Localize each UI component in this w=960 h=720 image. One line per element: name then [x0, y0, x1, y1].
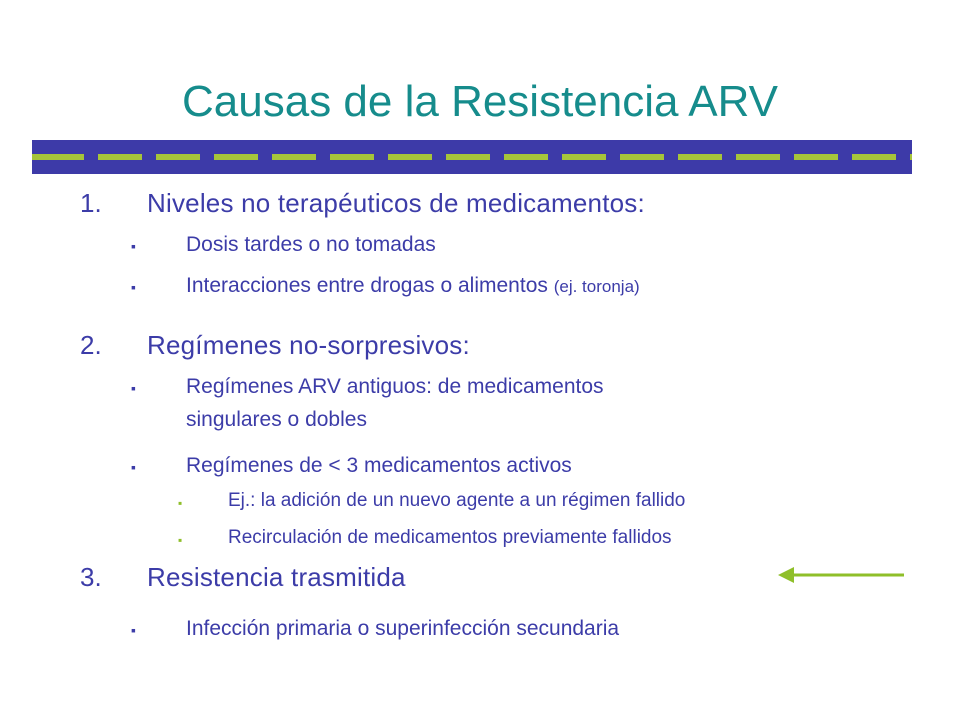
bullet-square: ▪ — [131, 459, 136, 475]
item-number-2: 2. — [80, 330, 102, 360]
subsubitem-2-2-2: Recirculación de medicamentos previamente fallidos — [228, 527, 672, 548]
item-number-3: 3. — [80, 562, 102, 592]
decorative-band — [32, 140, 912, 174]
subitem-1-2 — [186, 269, 640, 303]
slide-title: Causas de la Resistencia ARV — [182, 77, 778, 126]
bullet-square-green: ▪ — [178, 533, 183, 547]
subitem-2-1 — [186, 370, 604, 436]
bullet-square: ▪ — [131, 238, 136, 254]
bullet-square: ▪ — [131, 279, 136, 295]
bullet-square: ▪ — [131, 380, 136, 396]
subitem-2-1-line1: Regímenes ARV antiguos: de medicamentos — [186, 375, 604, 398]
subitem-2-1-line2: singulares o dobles — [186, 408, 367, 431]
subsubitem-2-2-1: Ej.: la adición de un nuevo agente a un régimen fallido — [228, 490, 686, 511]
subitem-2-2: Regímenes de < 3 medicamentos activos — [186, 454, 572, 477]
item-number-1: 1. — [80, 188, 102, 218]
item-text-1: Niveles no terapéuticos de medicamentos: — [147, 188, 645, 218]
subitem-1-1: Dosis tardes o no tomadas — [186, 233, 436, 256]
subitem-3-1: Infección primaria o superinfección secundaria — [186, 617, 620, 640]
bullet-square: ▪ — [131, 622, 136, 638]
item-text-3: Resistencia trasmitida — [147, 562, 406, 592]
item-text-2: Regímenes no-sorpresivos: — [147, 330, 470, 360]
bullet-square-green: ▪ — [178, 496, 183, 510]
band-dashes — [32, 154, 912, 160]
subitem-1-2-note: (ej. toronja) — [553, 277, 640, 296]
left-arrow-icon — [776, 562, 906, 588]
subitem-1-2-text: Interacciones entre drogas o alimentos — [186, 274, 548, 297]
